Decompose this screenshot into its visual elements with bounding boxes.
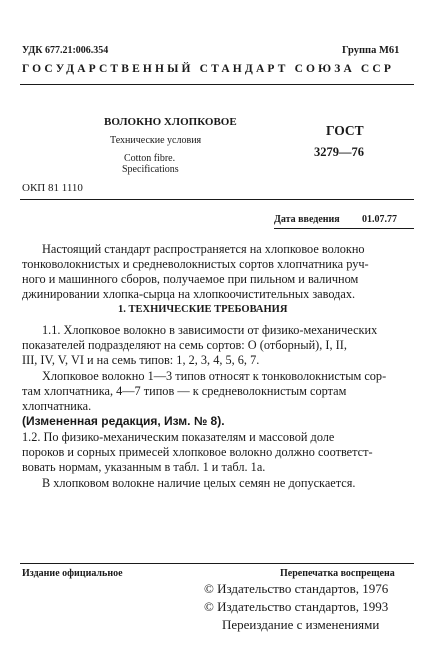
english-title-line1: Cotton fibre. — [124, 153, 176, 164]
copyright-1976: © Издательство стандартов, 1976 — [204, 581, 389, 596]
copyright-1993: © Издательство стандартов, 1993 — [204, 599, 389, 614]
document-title: ВОЛОКНО ХЛОПКОВОЕ — [104, 116, 237, 128]
p-types-line-2: там хлопчатника, 4—7 типов — к средневолокнистым сортам — [22, 384, 347, 398]
header-divider — [20, 84, 414, 85]
intro-date-value: 01.07.77 — [362, 214, 397, 225]
udc-code: УДК 677.21:006.354 — [22, 45, 109, 56]
reprint-notice: Перепечатка воспрещена — [280, 568, 395, 579]
p-1-2-line-2: пороков и сорных примесей хлопковое волокно должно соответст- — [22, 445, 373, 459]
p-1-1-line-1: 1.1. Хлопковое волокно в зависимости от физико-механических — [42, 323, 378, 337]
intro-line-3: ного и машинного сборов, получаемое при пильном и валичном — [22, 272, 359, 286]
p-1-2-line-3: вовать нормам, указанным в табл. 1 и табл. 1а. — [22, 460, 266, 474]
p-types-line-3: хлопчатника. — [22, 399, 92, 413]
okp-code: ОКП 81 1110 — [22, 182, 83, 194]
document-subtitle: Технические условия — [110, 135, 202, 146]
reissue-note: Переиздание с изменениями — [222, 617, 380, 632]
state-standard-heading: ГОСУДАРСТВЕННЫЙ СТАНДАРТ СОЮЗА ССР — [22, 63, 395, 75]
p-1-1-line-3: III, IV, V, VI и на семь типов: 1, 2, 3, 4, 5, 6, 7. — [22, 353, 260, 367]
intro-date-underline — [274, 228, 414, 229]
section-heading: 1. ТЕХНИЧЕСКИЕ ТРЕБОВАНИЯ — [118, 304, 288, 315]
intro-line-4: джинировании хлопка-сырца на хлопкоочистительных заводах. — [22, 287, 356, 301]
title-divider — [20, 199, 414, 200]
gost-number: 3279—76 — [314, 145, 364, 159]
amendment-note: (Измененная редакция, Изм. № 8). — [22, 414, 225, 428]
official-edition-label: Издание официальное — [22, 568, 123, 579]
intro-line-2: тонковолокнистых и средневолокнистых сортов хлопчатника руч- — [22, 257, 369, 271]
p-types-line-1: Хлопковое волокно 1—3 типов относят к тонковолокнистым сор- — [42, 369, 387, 383]
intro-date-label: Дата введения — [274, 214, 340, 225]
intro-line-1: Настоящий стандарт распространяется на хлопковое волокно — [42, 242, 365, 256]
p-1-1-line-2: показателей подразделяют на семь сортов: О (отборный), I, II, — [22, 338, 347, 352]
group-code: Группа М61 — [342, 45, 400, 56]
gost-label: ГОСТ — [326, 123, 364, 138]
footer-divider — [20, 563, 414, 564]
p-1-2-line-1: 1.2. По физико-механическим показателям и массовой доле — [22, 430, 335, 444]
p-seeds: В хлопковом волокне наличие целых семян не допускается. — [42, 476, 356, 490]
english-title-line2: Specifications — [122, 164, 179, 175]
